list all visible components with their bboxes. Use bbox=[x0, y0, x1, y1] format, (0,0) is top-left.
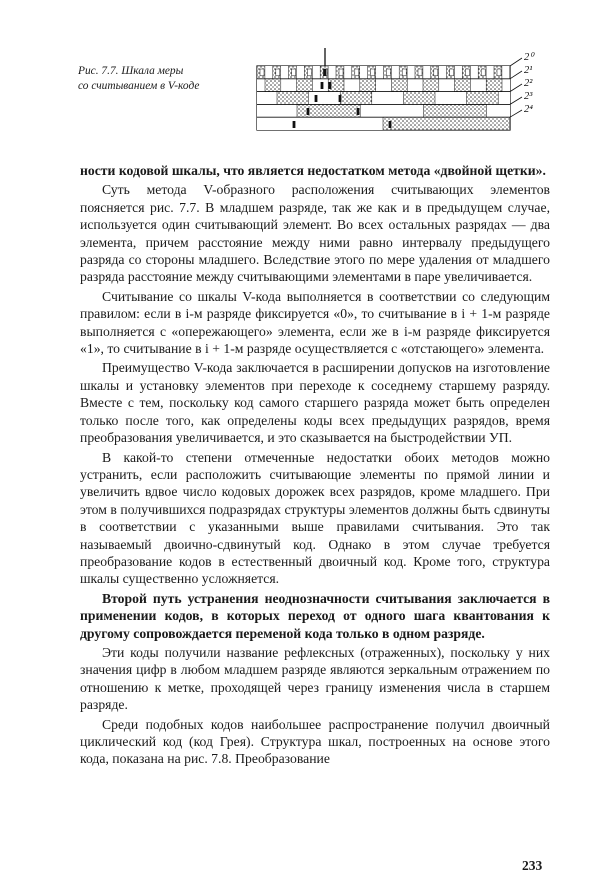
paragraph-4: Преимущество V-кода заключается в расширении допусков на изготовление шкалы и установку элементов при переходе к соседнему старшему разряду. Вместе с тем, поскольку код самого старшего разряда может быть определен только после того, как определены коды всех предыдущих разрядов, время преобразования увеличивается, и это сказывается на быстродействии УП. bbox=[80, 360, 550, 446]
code-segment bbox=[467, 92, 499, 105]
code-segment bbox=[403, 92, 435, 105]
reading-element-tick bbox=[321, 82, 324, 89]
track-window bbox=[339, 69, 343, 76]
reading-element-tick bbox=[315, 95, 318, 102]
code-segment bbox=[423, 79, 439, 92]
track-2-1 bbox=[257, 79, 510, 92]
page-number: 233 bbox=[522, 858, 543, 873]
paragraph-7: Эти коды получили название рефлексных (отраженных), поскольку у них значения цифр в любом младшем разряде являются зеркальным отражением по отношению к метке, проходящей через границу изменения числа в старшем разряде. bbox=[80, 644, 550, 713]
track-window bbox=[260, 69, 264, 76]
figure-7-7 bbox=[78, 44, 558, 144]
paragraph-6: Второй путь устранения неоднозначности считывания заключается в применении кодов, в которых переход от одного шага квантования к другому сопровождается переменой кода только в одном разряде. bbox=[80, 590, 550, 641]
track-window bbox=[307, 69, 311, 76]
v-code-scale-diagram bbox=[254, 44, 554, 136]
paragraph-3: Считывание со шкалы V-кода выполняется в соответствии со следующим правилом: если в i-м разряде фиксируется «0», то считывание в i + 1-м разряде выполняется с «опережающего» элемента, если же в i-м разряде фиксируется «1», то считывание в i + 1-м разряде осуществляется с «отстающего» элемента. bbox=[80, 288, 550, 357]
track-2-2 bbox=[257, 92, 510, 105]
row-label-2-4: 2⁴ bbox=[524, 104, 533, 115]
code-segment bbox=[486, 79, 502, 92]
paragraph-1: ности кодовой шкалы, что является недостатком метода «двойной щетки». bbox=[80, 163, 546, 178]
row-label-2-1: 2¹ bbox=[524, 65, 533, 76]
reading-element-tick bbox=[329, 82, 332, 89]
track-window bbox=[418, 69, 422, 76]
track-window bbox=[386, 69, 390, 76]
code-segment bbox=[383, 117, 509, 130]
track-window bbox=[434, 69, 438, 76]
track-window bbox=[276, 69, 280, 76]
reading-element-tick bbox=[307, 108, 310, 115]
caption-line-2: со считыванием в V-коде bbox=[78, 80, 200, 92]
track-window bbox=[355, 69, 359, 76]
track-window bbox=[371, 69, 375, 76]
code-segment bbox=[455, 79, 471, 92]
reading-element-tick bbox=[357, 108, 360, 115]
row-label-2-2: 2² bbox=[524, 78, 533, 89]
reading-element-tick bbox=[389, 121, 392, 128]
row-label-2-0: 2⁰ bbox=[524, 52, 534, 63]
track-window bbox=[481, 69, 485, 76]
code-segment bbox=[340, 92, 372, 105]
track-window bbox=[465, 69, 469, 76]
track-window bbox=[497, 69, 501, 76]
body-text bbox=[80, 162, 550, 770]
track-window bbox=[402, 69, 406, 76]
reading-element-tick bbox=[324, 69, 327, 76]
code-segment bbox=[423, 104, 486, 117]
paragraph-2: Суть метода V-образного расположения считывающих элементов поясняется рис. 7.7. В младшем разряде, так же как и в предыдущем случае, используется один считывающий элемент. Во всех остальных разрядах — два элемента, причем расстояние между ними равно интервалу предыдущего разряда со стороны младшего. Вследствие этого по мере удаления от младшего разряда расстояние между считывающими элементами в паре увеличивается. bbox=[80, 182, 550, 285]
row-label-2-3: 2³ bbox=[524, 91, 533, 102]
code-segment bbox=[297, 104, 360, 117]
leader-lines bbox=[510, 58, 522, 117]
figure-caption bbox=[78, 64, 253, 94]
track-window bbox=[450, 69, 454, 76]
paragraph-8: Среди подобных кодов наибольшее распространение получил двоичный циклический код (код Грея). Структура шкал, построенных на основе этого кода, показана на рис. 7.8. Преобразование bbox=[80, 716, 550, 767]
code-segment bbox=[360, 79, 376, 92]
track-window bbox=[292, 69, 296, 76]
code-segment bbox=[265, 79, 281, 92]
caption-line-1: Рис. 7.7. Шкала меры bbox=[78, 65, 184, 77]
track-2-3 bbox=[257, 104, 510, 117]
paragraph-5: В какой-то степени отмеченные недостатки обоих методов можно устранить, если расположить считывающие элементы по прямой линии и увеличить вдвое число кодовых дорожек всех разрядов, кроме младшего. При этом в получившихся подразрядах структуры элементов должны быть сдвинуты в соответствии с указанными выше правилами считывания. Это так называемый двоично-сдвинутый код. Однако в этом случае требуется преобразование кодов в естественный двоичный код. Кроме того, структура шкалы существенно усложняется. bbox=[80, 449, 550, 587]
reading-element-tick bbox=[293, 121, 296, 128]
code-segment bbox=[391, 79, 407, 92]
code-segment bbox=[277, 92, 309, 105]
track-2-0 bbox=[257, 66, 510, 79]
code-segment bbox=[297, 79, 313, 92]
reading-element-tick bbox=[339, 95, 342, 102]
